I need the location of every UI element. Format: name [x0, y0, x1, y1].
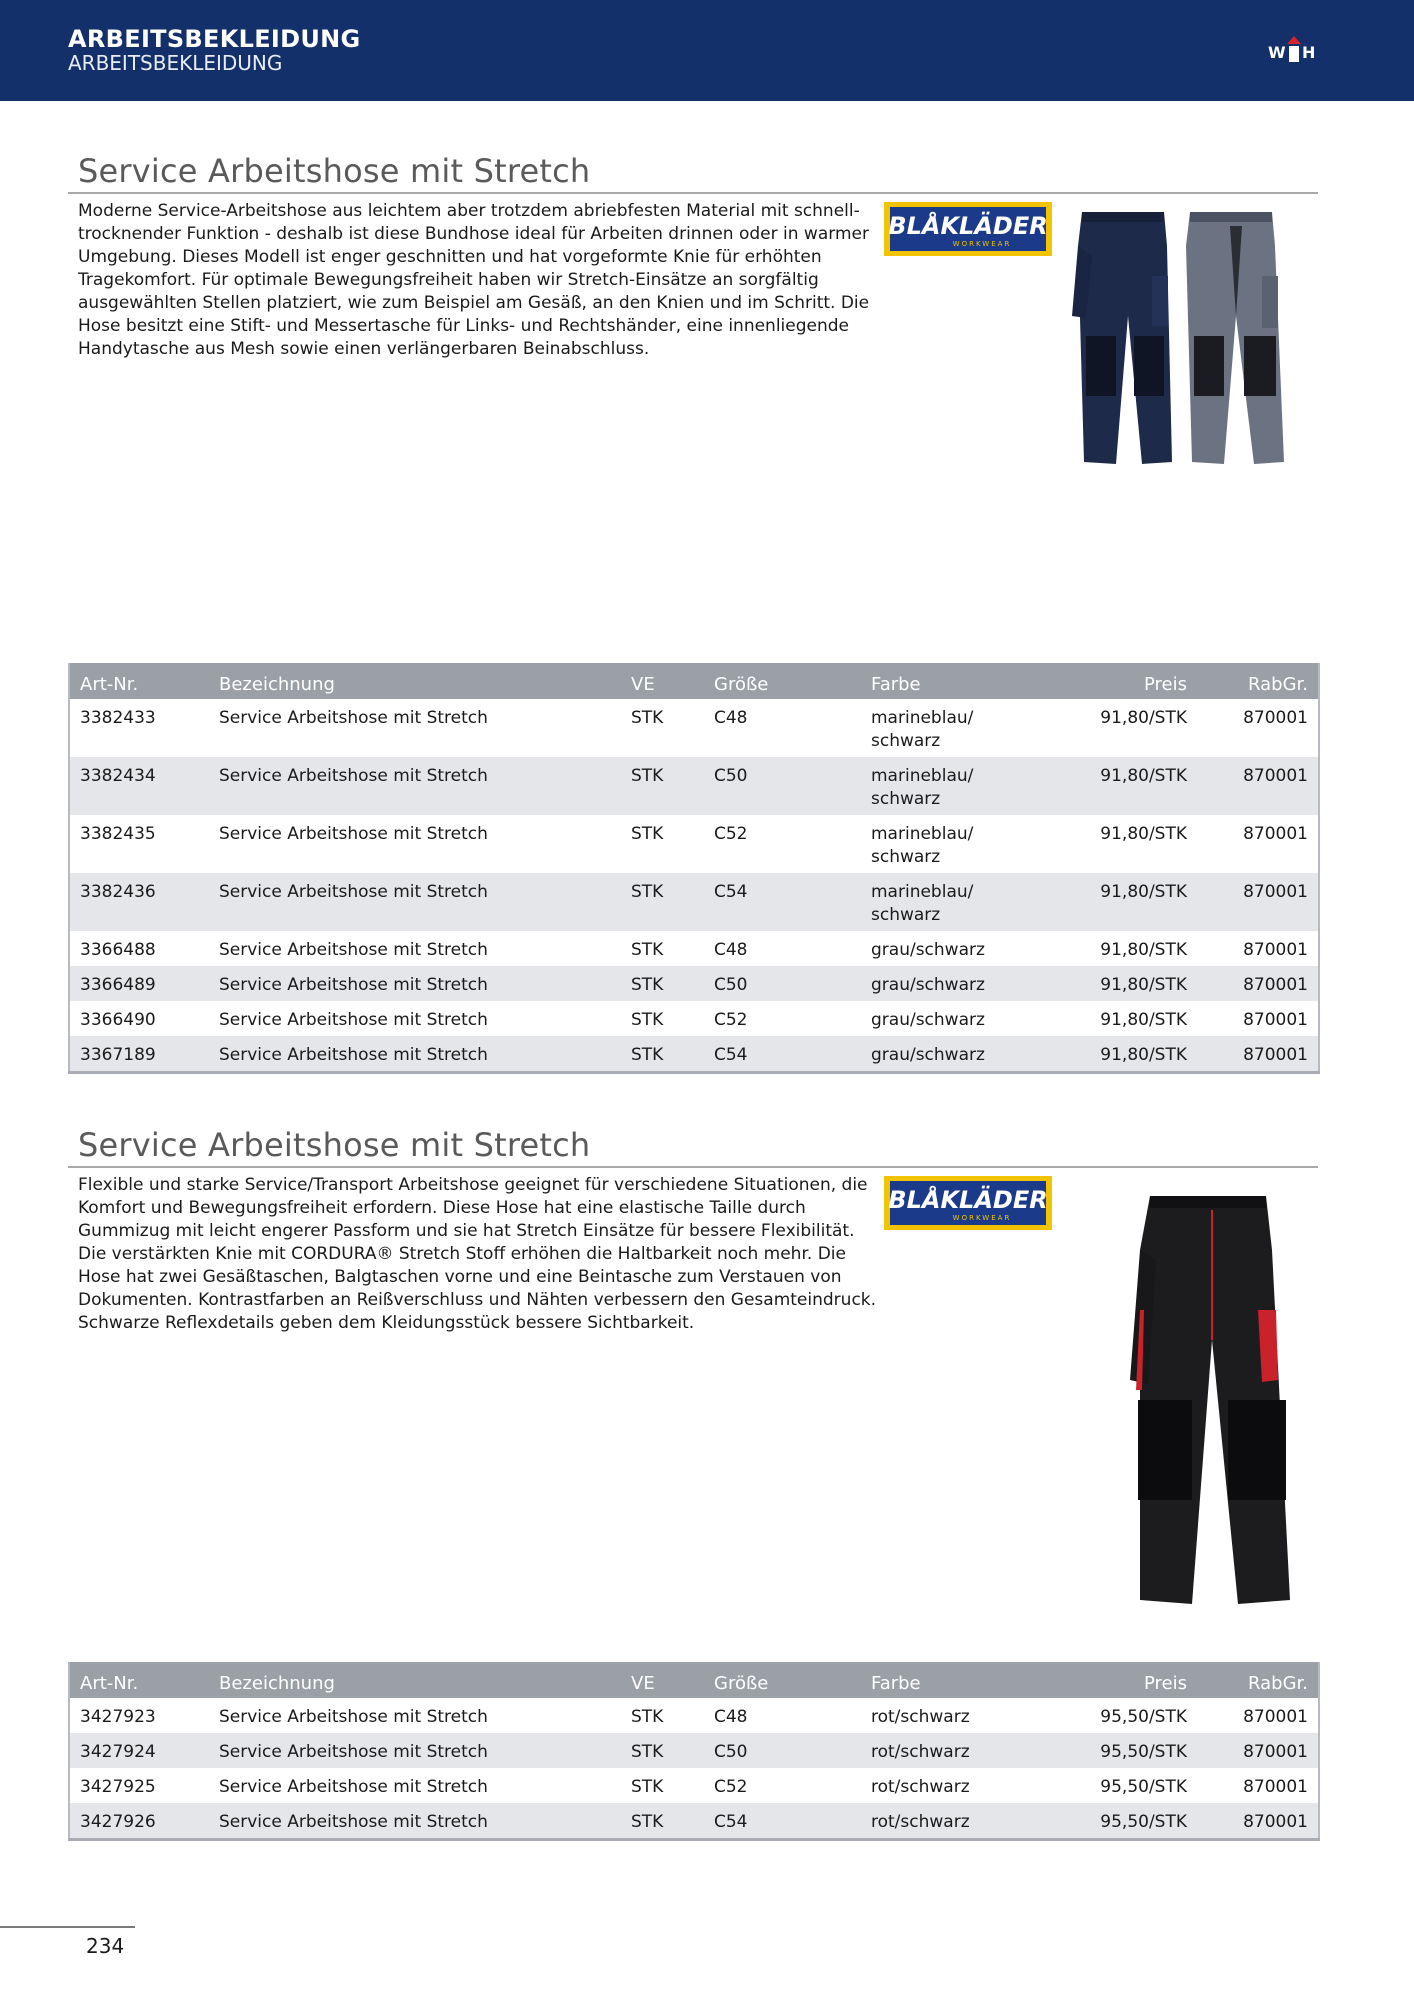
cell-preis: 95,50/STK: [1051, 1698, 1197, 1733]
section-1-title: Service Arbeitshose mit Stretch: [78, 152, 591, 190]
cell-farbe: rot/schwarz: [861, 1768, 1051, 1803]
cell-preis: 91,80/STK: [1051, 931, 1197, 966]
cell-art-nr: 3382433: [69, 699, 209, 757]
cell-groesse: C54: [704, 873, 861, 931]
col-art-nr: Art-Nr.: [69, 1662, 209, 1698]
cell-rabgr: 870001: [1197, 815, 1319, 873]
cell-groesse: C50: [704, 1733, 861, 1768]
cell-groesse: C54: [704, 1803, 861, 1840]
cell-art-nr: 3427923: [69, 1698, 209, 1733]
cell-bezeichnung: Service Arbeitshose mit Stretch: [209, 815, 621, 873]
brand-name-text: BLÅKLÄDER: [888, 212, 1048, 240]
cell-preis: 91,80/STK: [1051, 1036, 1197, 1073]
cell-farbe: [861, 699, 1051, 757]
section-2-rule: [68, 1166, 1318, 1168]
cell-preis: 91,80/STK: [1051, 1001, 1197, 1036]
cell-preis: 91,80/STK: [1051, 699, 1197, 757]
col-farbe: Farbe: [861, 663, 1051, 699]
table-row: [69, 1803, 1319, 1840]
logo-letter-h: H: [1302, 43, 1316, 62]
cell-rabgr: 870001: [1197, 966, 1319, 1001]
blaklader-brand-logo: [884, 202, 1052, 256]
cell-groesse: C52: [704, 1768, 861, 1803]
blaklader-brand-logo-2: [884, 1176, 1052, 1230]
brand-tagline-text-2: WORKWEAR: [952, 1214, 1012, 1222]
cell-farbe: grau/schwarz: [861, 1001, 1051, 1036]
col-ve: VE: [621, 1662, 704, 1698]
cell-rabgr: 870001: [1197, 931, 1319, 966]
cell-art-nr: 3382434: [69, 757, 209, 815]
table-row: [69, 966, 1319, 1001]
table-header-row: [69, 1662, 1319, 1698]
cell-preis: 91,80/STK: [1051, 966, 1197, 1001]
cell-art-nr: 3366488: [69, 931, 209, 966]
cell-bezeichnung: Service Arbeitshose mit Stretch: [209, 1803, 621, 1840]
cell-groesse: C52: [704, 1001, 861, 1036]
table-row: [69, 699, 1319, 757]
cell-groesse: C48: [704, 931, 861, 966]
black-red-pants-icon: [1130, 1196, 1290, 1604]
cell-farbe: [861, 815, 1051, 873]
cell-rabgr: 870001: [1197, 1001, 1319, 1036]
col-ve: VE: [621, 663, 704, 699]
cell-ve: STK: [621, 1768, 704, 1803]
col-rabgr: RabGr.: [1197, 1662, 1319, 1698]
cell-ve: STK: [621, 1733, 704, 1768]
cell-bezeichnung: Service Arbeitshose mit Stretch: [209, 873, 621, 931]
cell-rabgr: 870001: [1197, 699, 1319, 757]
cell-groesse: C50: [704, 757, 861, 815]
cell-ve: STK: [621, 1036, 704, 1073]
col-groesse: Größe: [704, 663, 861, 699]
cell-bezeichnung: Service Arbeitshose mit Stretch: [209, 1036, 621, 1073]
cell-groesse: C54: [704, 1036, 861, 1073]
cell-bezeichnung: Service Arbeitshose mit Stretch: [209, 1768, 621, 1803]
cell-bezeichnung: Service Arbeitshose mit Stretch: [209, 1698, 621, 1733]
cell-ve: STK: [621, 1698, 704, 1733]
company-logo: [1268, 36, 1320, 64]
cell-art-nr: 3366490: [69, 1001, 209, 1036]
table-row: [69, 1036, 1319, 1073]
cell-art-nr: 3382435: [69, 815, 209, 873]
farbe-line-1: marineblau/: [871, 766, 974, 786]
cell-bezeichnung: Service Arbeitshose mit Stretch: [209, 966, 621, 1001]
cell-ve: STK: [621, 757, 704, 815]
page-number-rule: [0, 1926, 135, 1928]
table-row: [69, 1768, 1319, 1803]
col-preis: Preis: [1051, 663, 1197, 699]
header-bar: [0, 0, 1414, 101]
cell-farbe: grau/schwarz: [861, 1036, 1051, 1073]
header-subtitle: ARBEITSBEKLEIDUNG: [68, 51, 283, 75]
product-image-black-red-pants: [1126, 1190, 1294, 1608]
cell-farbe: grau/schwarz: [861, 931, 1051, 966]
table-row: [69, 757, 1319, 815]
cell-farbe: grau/schwarz: [861, 966, 1051, 1001]
cell-bezeichnung: Service Arbeitshose mit Stretch: [209, 699, 621, 757]
cell-rabgr: 870001: [1197, 1733, 1319, 1768]
cell-farbe: [861, 757, 1051, 815]
cell-rabgr: 870001: [1197, 1803, 1319, 1840]
cell-art-nr: 3427925: [69, 1768, 209, 1803]
table-row: [69, 815, 1319, 873]
cell-bezeichnung: Service Arbeitshose mit Stretch: [209, 1001, 621, 1036]
cell-art-nr: 3427926: [69, 1803, 209, 1840]
cell-art-nr: 3367189: [69, 1036, 209, 1073]
table-row: [69, 1733, 1319, 1768]
cell-preis: 95,50/STK: [1051, 1803, 1197, 1840]
table-row: [69, 1001, 1319, 1036]
cell-ve: STK: [621, 1803, 704, 1840]
cell-farbe: rot/schwarz: [861, 1803, 1051, 1840]
col-art-nr: Art-Nr.: [69, 663, 209, 699]
house-icon: [1287, 36, 1301, 62]
cell-rabgr: 870001: [1197, 757, 1319, 815]
col-preis: Preis: [1051, 1662, 1197, 1698]
cell-groesse: C50: [704, 966, 861, 1001]
farbe-line-2: schwarz: [871, 731, 941, 751]
cell-preis: 91,80/STK: [1051, 873, 1197, 931]
cell-ve: STK: [621, 699, 704, 757]
cell-preis: 91,80/STK: [1051, 815, 1197, 873]
section-1-rule: [68, 192, 1318, 194]
col-bezeichnung: Bezeichnung: [209, 663, 621, 699]
cell-ve: STK: [621, 873, 704, 931]
cell-bezeichnung: Service Arbeitshose mit Stretch: [209, 931, 621, 966]
cell-art-nr: 3366489: [69, 966, 209, 1001]
brand-tagline-text: WORKWEAR: [952, 240, 1012, 248]
table-row: [69, 1698, 1319, 1733]
table-row: [69, 931, 1319, 966]
cell-preis: 95,50/STK: [1051, 1768, 1197, 1803]
cell-rabgr: 870001: [1197, 1036, 1319, 1073]
cell-rabgr: 870001: [1197, 1768, 1319, 1803]
logo-letter-w: W: [1268, 43, 1286, 62]
col-rabgr: RabGr.: [1197, 663, 1319, 699]
page-number: 234: [86, 1934, 125, 1958]
cell-groesse: C52: [704, 815, 861, 873]
cell-ve: STK: [621, 815, 704, 873]
cell-bezeichnung: Service Arbeitshose mit Stretch: [209, 757, 621, 815]
table-header-row: [69, 663, 1319, 699]
col-farbe: Farbe: [861, 1662, 1051, 1698]
farbe-line-2: schwarz: [871, 847, 941, 867]
farbe-line-1: marineblau/: [871, 824, 974, 844]
price-table-1: [68, 663, 1320, 1074]
cell-ve: STK: [621, 1001, 704, 1036]
product-image-navy-grey-pants: [1072, 206, 1298, 468]
farbe-line-1: marineblau/: [871, 882, 974, 902]
cell-bezeichnung: Service Arbeitshose mit Stretch: [209, 1733, 621, 1768]
cell-ve: STK: [621, 966, 704, 1001]
grey-pants-icon: [1186, 212, 1284, 464]
cell-groesse: C48: [704, 699, 861, 757]
col-groesse: Größe: [704, 1662, 861, 1698]
brand-name-text-2: BLÅKLÄDER: [888, 1186, 1048, 1214]
section-2-description: Flexible und starke Service/Transport Arbeitshose geeignet für verschiedene Situationen, die Komfort und Bewegungsfreiheit erfordern. Diese Hose hat eine elastische Taille durch Gummizug mit leicht engerer Passform und sie hat Stretch Einsätze für bessere Flexibilität. Die verstärkten Knie mit CORDURA® Stretch Stoff erhöhen die Haltbarkeit noch mehr. Die Hose hat zwei Gesäßtaschen, Balgtaschen vorne und eine Beintasche zum Verstauen von Dokumenten. Kontrastfarben an Reißverschluss und Nähten verbessern den Gesamteindruck. Schwarze Reflexdetails geben dem Kleidungsstück bessere Sichtbarkeit.: [78, 1175, 877, 1333]
cell-farbe: rot/schwarz: [861, 1698, 1051, 1733]
header-title: ARBEITSBEKLEIDUNG: [68, 25, 361, 53]
cell-rabgr: 870001: [1197, 1698, 1319, 1733]
farbe-line-2: schwarz: [871, 789, 941, 809]
price-table-2: [68, 1662, 1320, 1841]
cell-ve: STK: [621, 931, 704, 966]
section-1-description: Moderne Service-Arbeitshose aus leichtem aber trotzdem abriebfesten Material mit schnell-trocknender Funktion - deshalb ist diese Bundhose ideal für Arbeiten drinnen oder in warmer Umgebung. Dieses Modell ist enger geschnitten und hat vorgeformte Knie für erhöhten Tragekomfort. Für optimale Bewegungsfreiheit haben wir Stretch-Einsätze an sorgfältig ausgewählten Stellen platziert, wie zum Beispiel am Gesäß, an den Knien und im Schritt. Die Hose besitzt eine Stift- und Messertasche für Links- und Rechtshänder, eine innenliegende Handytasche aus Mesh sowie einen verlängerbaren Beinabschluss.: [78, 201, 870, 359]
cell-preis: 91,80/STK: [1051, 757, 1197, 815]
table-row: [69, 873, 1319, 931]
cell-art-nr: 3427924: [69, 1733, 209, 1768]
cell-groesse: C48: [704, 1698, 861, 1733]
cell-farbe: [861, 873, 1051, 931]
cell-art-nr: 3382436: [69, 873, 209, 931]
cell-rabgr: 870001: [1197, 873, 1319, 931]
cell-farbe: rot/schwarz: [861, 1733, 1051, 1768]
farbe-line-2: schwarz: [871, 905, 941, 925]
section-2-title: Service Arbeitshose mit Stretch: [78, 1126, 591, 1164]
cell-preis: 95,50/STK: [1051, 1733, 1197, 1768]
farbe-line-1: marineblau/: [871, 708, 974, 728]
navy-pants-icon: [1072, 212, 1172, 464]
col-bezeichnung: Bezeichnung: [209, 1662, 621, 1698]
